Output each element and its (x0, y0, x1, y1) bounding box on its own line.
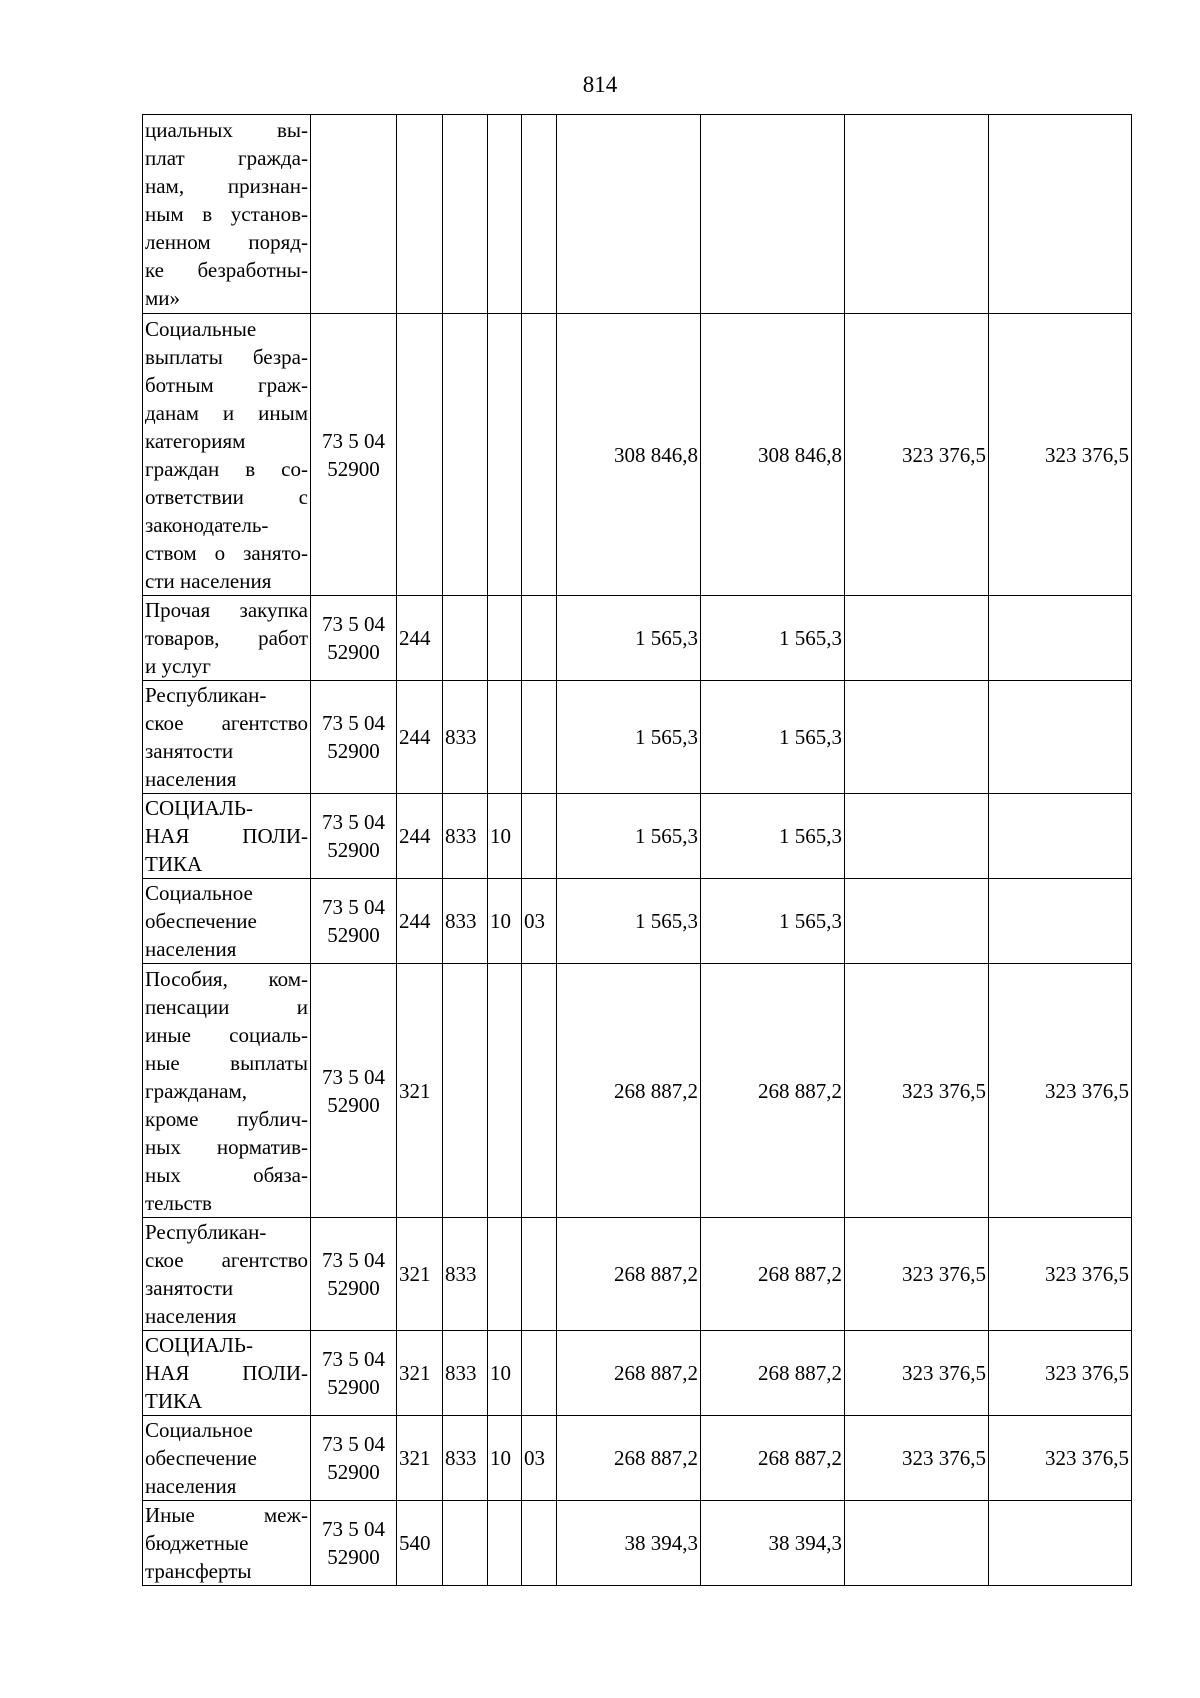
row-rz (488, 596, 522, 681)
row-value-1: 268 887,2 (557, 1218, 701, 1331)
row-value-4 (989, 596, 1132, 681)
row-vr: 244 (397, 596, 443, 681)
row-name-line: законодатель- (145, 512, 269, 537)
row-grbs: 833 (443, 1331, 488, 1416)
row-grbs: 833 (443, 1218, 488, 1331)
row-code-line: 73 5 04 (322, 612, 385, 636)
row-vr (397, 314, 443, 596)
row-value-4 (989, 879, 1132, 964)
table-row (143, 879, 1132, 964)
row-name-line: Республикан- (145, 1220, 267, 1244)
row-vr: 321 (397, 964, 443, 1218)
row-value-1: 268 887,2 (557, 1416, 701, 1501)
row-value-3: 323 376,5 (845, 1218, 989, 1331)
row-name-line: ответствии с (145, 484, 308, 509)
row-value-3 (845, 1501, 989, 1586)
row-vr: 244 (397, 794, 443, 879)
row-name-line: кроме публич- (145, 1106, 308, 1131)
row-name-line: населения (145, 937, 237, 961)
row-rz: 10 (488, 879, 522, 964)
row-pr (522, 964, 557, 1218)
row-value-2: 1 565,3 (701, 794, 845, 879)
row-value-3: 323 376,5 (845, 314, 989, 596)
row-value-1: 1 565,3 (557, 794, 701, 879)
row-name-line: ленном поряд- (145, 230, 308, 254)
table-body (143, 115, 1132, 1586)
row-name (143, 1416, 311, 1501)
table-row (143, 681, 1132, 794)
row-name (143, 681, 311, 794)
row-value-3: 323 376,5 (845, 964, 989, 1218)
row-name-line: ботным граж- (145, 372, 308, 397)
row-vr: 244 (397, 879, 443, 964)
row-pr (522, 681, 557, 794)
row-rz: 10 (488, 794, 522, 879)
row-name-line: Социальное (145, 1418, 253, 1442)
row-grbs: 833 (443, 681, 488, 794)
row-name-line: выплаты безра- (145, 344, 308, 369)
row-name-line: иные социаль- (145, 1022, 308, 1047)
row-name-line: ке безработны- (145, 258, 308, 282)
row-code-line: 73 5 04 (322, 1432, 385, 1456)
row-code-line: 73 5 04 (322, 810, 385, 834)
row-rz (488, 314, 522, 596)
row-code (311, 964, 397, 1218)
row-code-line: 52900 (327, 1375, 380, 1399)
row-value-3 (845, 879, 989, 964)
row-rz (488, 1218, 522, 1331)
row-vr (397, 115, 443, 314)
row-name-line: населения (145, 767, 237, 791)
row-value-2: 308 846,8 (701, 314, 845, 596)
row-name-line: населения (145, 1474, 237, 1498)
row-name-line: Социальные (145, 316, 257, 341)
row-value-2: 1 565,3 (701, 596, 845, 681)
row-name-line: ТИКА (145, 852, 203, 876)
row-name-line: и услуг (145, 654, 211, 678)
row-name-line: нам, признан- (145, 174, 308, 198)
row-value-3 (845, 596, 989, 681)
row-grbs: 833 (443, 879, 488, 964)
row-value-1 (557, 115, 701, 314)
row-value-3 (845, 794, 989, 879)
row-code-line: 52900 (327, 1460, 380, 1484)
row-name-line: ные выплаты (145, 1050, 308, 1075)
table-row (143, 115, 1132, 314)
row-name (143, 879, 311, 964)
row-vr: 321 (397, 1218, 443, 1331)
row-code-line: 73 5 04 (322, 1347, 385, 1371)
row-name-line: ных норматив- (145, 1134, 308, 1159)
row-name-line: СОЦИАЛЬ- (145, 796, 253, 820)
row-grbs (443, 1501, 488, 1586)
row-pr (522, 1501, 557, 1586)
row-name-line: Республикан- (145, 683, 267, 707)
row-name-line: занятости (145, 739, 234, 763)
row-name (143, 794, 311, 879)
row-value-4: 323 376,5 (989, 1416, 1132, 1501)
row-value-1: 268 887,2 (557, 964, 701, 1218)
table-row (143, 1218, 1132, 1331)
row-name-line: ством о занято- (145, 540, 308, 565)
row-value-1: 1 565,3 (557, 596, 701, 681)
row-value-4: 323 376,5 (989, 1331, 1132, 1416)
row-name-line: циальных вы- (145, 118, 308, 142)
row-code (311, 794, 397, 879)
row-code (311, 681, 397, 794)
table-row (143, 964, 1132, 1218)
row-code-line: 52900 (327, 739, 380, 763)
row-pr: 03 (522, 1416, 557, 1501)
row-code-line: 52900 (327, 640, 380, 664)
row-name-line: Прочая закупка (145, 598, 308, 622)
row-name-line: пенсации и (145, 994, 308, 1019)
row-vr: 244 (397, 681, 443, 794)
row-value-1: 1 565,3 (557, 681, 701, 794)
row-rz (488, 964, 522, 1218)
row-grbs: 833 (443, 1416, 488, 1501)
row-value-1: 308 846,8 (557, 314, 701, 596)
row-name-line: тельств (145, 1190, 212, 1215)
row-code (311, 1331, 397, 1416)
row-value-1: 268 887,2 (557, 1331, 701, 1416)
row-name (143, 1331, 311, 1416)
row-value-4 (989, 115, 1132, 314)
row-value-4 (989, 1501, 1132, 1586)
row-code (311, 596, 397, 681)
row-code-line: 73 5 04 (322, 895, 385, 919)
row-name-line: трансферты (145, 1559, 252, 1583)
row-grbs (443, 596, 488, 681)
row-name-line: населения (145, 1304, 237, 1328)
row-code-line: 73 5 04 (322, 1517, 385, 1541)
row-value-2: 1 565,3 (701, 681, 845, 794)
row-name-line: НАЯ ПОЛИ- (145, 1361, 308, 1385)
row-rz (488, 1501, 522, 1586)
row-code (311, 314, 397, 596)
row-pr (522, 794, 557, 879)
row-code-line: 52900 (327, 923, 380, 947)
row-code-line: 73 5 04 (322, 1064, 385, 1089)
table-row (143, 314, 1132, 596)
row-rz: 10 (488, 1331, 522, 1416)
row-rz (488, 115, 522, 314)
row-pr: 03 (522, 879, 557, 964)
row-value-2: 1 565,3 (701, 879, 845, 964)
row-code-line: 52900 (327, 838, 380, 862)
table-row (143, 1331, 1132, 1416)
row-name-line: данам и иным (145, 400, 308, 425)
row-name-line: граждан в со- (145, 456, 308, 481)
row-name-line: ных обяза- (145, 1162, 308, 1187)
row-value-4 (989, 681, 1132, 794)
row-code (311, 1501, 397, 1586)
table-row (143, 794, 1132, 879)
row-name-line: сти населения (145, 568, 272, 593)
row-name-line: ми» (145, 286, 181, 310)
row-name-line: обеспечение (145, 909, 257, 933)
row-value-2: 268 887,2 (701, 1331, 845, 1416)
row-value-2 (701, 115, 845, 314)
row-pr (522, 1218, 557, 1331)
row-value-2: 268 887,2 (701, 1218, 845, 1331)
row-grbs (443, 115, 488, 314)
row-code (311, 115, 397, 314)
row-value-3: 323 376,5 (845, 1331, 989, 1416)
row-name-line: ское агентство (145, 711, 308, 735)
row-name-line: товаров, работ (145, 626, 308, 650)
row-name (143, 314, 311, 596)
row-code-line: 52900 (327, 1092, 380, 1117)
budget-table (142, 114, 1132, 1586)
row-vr: 540 (397, 1501, 443, 1586)
row-value-1: 1 565,3 (557, 879, 701, 964)
row-name-line: ское агентство (145, 1248, 308, 1272)
row-rz: 10 (488, 1416, 522, 1501)
row-code (311, 1218, 397, 1331)
row-value-3 (845, 681, 989, 794)
row-name-line: плат гражда- (145, 146, 308, 170)
row-value-3: 323 376,5 (845, 1416, 989, 1501)
row-code (311, 1416, 397, 1501)
row-value-4: 323 376,5 (989, 964, 1132, 1218)
row-name-line: гражданам, (145, 1078, 248, 1103)
row-name-line: СОЦИАЛЬ- (145, 1333, 253, 1357)
row-name-line: НАЯ ПОЛИ- (145, 824, 308, 848)
row-grbs (443, 964, 488, 1218)
row-name-line: обеспечение (145, 1446, 257, 1470)
row-name-line: Социальное (145, 881, 253, 905)
row-value-4 (989, 794, 1132, 879)
row-name-line: занятости (145, 1276, 234, 1300)
row-code-line: 52900 (327, 1276, 380, 1300)
table-row (143, 596, 1132, 681)
row-grbs (443, 314, 488, 596)
row-name (143, 115, 311, 314)
row-name (143, 1218, 311, 1331)
row-code-line: 73 5 04 (322, 428, 385, 453)
row-name-line: бюджетные (145, 1531, 249, 1555)
row-name-line: ТИКА (145, 1389, 203, 1413)
row-name-line: Иные меж- (145, 1503, 308, 1527)
row-name (143, 964, 311, 1218)
row-value-4: 323 376,5 (989, 314, 1132, 596)
row-code (311, 879, 397, 964)
row-value-4: 323 376,5 (989, 1218, 1132, 1331)
row-pr (522, 596, 557, 681)
row-value-1: 38 394,3 (557, 1501, 701, 1586)
row-code-line: 52900 (327, 456, 380, 481)
row-name-line: категориям (145, 428, 246, 453)
table-row (143, 1416, 1132, 1501)
row-code-line: 73 5 04 (322, 1248, 385, 1272)
row-value-2: 268 887,2 (701, 964, 845, 1218)
row-value-2: 268 887,2 (701, 1416, 845, 1501)
row-pr (522, 1331, 557, 1416)
row-vr: 321 (397, 1331, 443, 1416)
row-value-2: 38 394,3 (701, 1501, 845, 1586)
row-name (143, 1501, 311, 1586)
row-name (143, 596, 311, 681)
row-rz (488, 681, 522, 794)
row-value-3 (845, 115, 989, 314)
page-number: 814 (582, 72, 618, 97)
row-code-line: 73 5 04 (322, 711, 385, 735)
row-code-line: 52900 (327, 1545, 380, 1569)
table-row (143, 1501, 1132, 1586)
row-vr: 321 (397, 1416, 443, 1501)
row-name-line: Пособия, ком- (145, 966, 308, 991)
row-name-line: ным в установ- (145, 202, 308, 226)
row-pr (522, 314, 557, 596)
row-pr (522, 115, 557, 314)
row-grbs: 833 (443, 794, 488, 879)
